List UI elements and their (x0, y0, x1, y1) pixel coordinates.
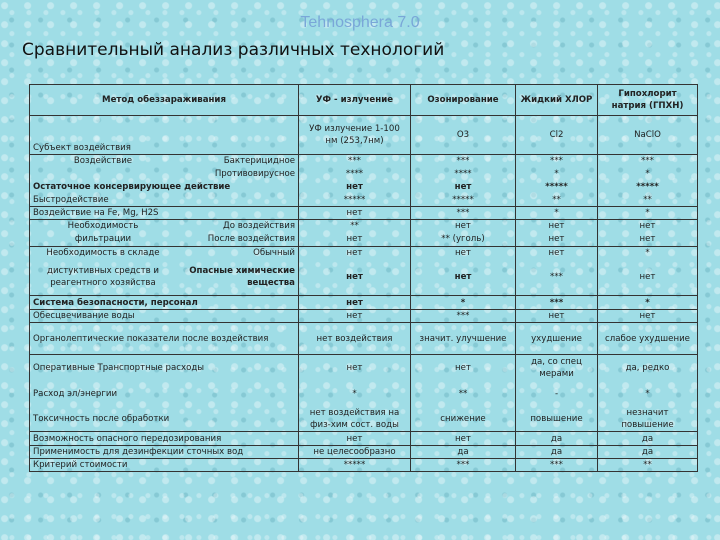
table-row (30, 247, 698, 260)
table-cell: да, со спец мерами (516, 355, 598, 381)
table-cell: нет (516, 310, 598, 323)
table-cell: значит. улучшение (411, 323, 516, 355)
table-cell: нет (598, 233, 698, 247)
table-row (30, 355, 698, 381)
slide-title: Сравнительный анализ различных технологий (22, 40, 445, 60)
table-cell: * (598, 381, 698, 407)
table-cell: ** (уголь) (411, 233, 516, 247)
table-cell: УФ излучение 1-100 нм (253,7нм) (299, 116, 411, 155)
table-cell: * (598, 207, 698, 220)
row-label (30, 207, 299, 220)
table-cell: ухудшение (516, 323, 598, 355)
table-cell: нет (299, 260, 411, 296)
header-uv: УФ - излучение (299, 85, 411, 116)
table-cell: O3 (411, 116, 516, 155)
row-sublabel: После воздействия (207, 234, 295, 245)
table-cell: нет (299, 233, 411, 247)
table-cell: ** (411, 381, 516, 407)
table-cell: * (598, 168, 698, 181)
header-hypochlorite: Гипохлорит натрия (ГПХН) (598, 85, 698, 116)
table-cell: нет (411, 181, 516, 194)
row-label-text: Быстродействие (33, 194, 109, 205)
row-group-label: фильтрации (74, 234, 132, 245)
table-cell: *** (411, 155, 516, 168)
table-cell: повышение (516, 407, 598, 432)
table-cell: ** (598, 459, 698, 472)
row-label-text: Субъект воздействия (33, 143, 131, 153)
table-row (30, 220, 698, 233)
row-group-label: Необходимость (67, 221, 139, 232)
table-cell: * (516, 207, 598, 220)
row-label-text: Токсичность после обработки (33, 413, 170, 424)
table-row (30, 194, 698, 207)
table-row (30, 260, 698, 296)
row-label (30, 260, 299, 296)
row-label-text: Критерий стоимости (33, 460, 128, 470)
table-cell: * (516, 168, 598, 181)
row-sublabel: Бактерицидное (223, 156, 295, 167)
table-cell: *** (516, 260, 598, 296)
row-label-text: Остаточное консервирующее действие (33, 182, 231, 192)
table-cell: нет (411, 260, 516, 296)
row-label (30, 296, 299, 310)
table-row (30, 446, 698, 459)
table-row (30, 181, 698, 194)
table-cell: ***** (411, 194, 516, 207)
table-row (30, 432, 698, 446)
row-label-text: Возможность опасного передозирования (33, 433, 222, 444)
table-cell: да, редко (598, 355, 698, 381)
table-cell: нет (411, 355, 516, 381)
table-cell: нет (299, 296, 411, 310)
row-label-text: Расход эл/энергии (33, 388, 118, 399)
table-cell: нет (299, 247, 411, 260)
row-label-text: Органолептические показатели после воздействия (33, 333, 269, 344)
row-group-label: дистуктивных средств и реагентного хозяйства (47, 266, 159, 289)
table-cell: * (299, 381, 411, 407)
row-label (30, 181, 299, 194)
table-row (30, 155, 698, 168)
table-cell: * (598, 296, 698, 310)
row-group-label: Необходимость в складе (46, 248, 160, 259)
row-label-text: Оперативные Транспортные расходы (33, 362, 205, 373)
row-label (30, 194, 299, 207)
table-cell: нет (299, 310, 411, 323)
table-cell: NaClO (598, 116, 698, 155)
table-cell: - (516, 381, 598, 407)
table-row (30, 207, 698, 220)
table-cell: снижение (411, 407, 516, 432)
table-cell: ***** (299, 194, 411, 207)
table-cell: нет (299, 432, 411, 446)
table-cell: нет (516, 247, 598, 260)
table-row (30, 296, 698, 310)
table-row (30, 116, 698, 155)
row-label (30, 432, 299, 446)
table-cell: *** (411, 459, 516, 472)
row-label (30, 116, 299, 155)
table-cell: нет (516, 233, 598, 247)
table-cell: нет (598, 220, 698, 233)
table-row (30, 168, 698, 181)
table-cell: * (598, 247, 698, 260)
table-cell: незначит повышение (598, 407, 698, 432)
table-cell: ***** (299, 459, 411, 472)
table-cell: не целесообразно (299, 446, 411, 459)
row-label-text: Воздействие на Fe, Mg, H2S (33, 208, 159, 218)
table-cell: ***** (598, 181, 698, 194)
table-cell: *** (598, 155, 698, 168)
table-cell: *** (411, 207, 516, 220)
row-sublabel: До воздействия (223, 221, 295, 232)
row-label-text: Применимость для дезинфекции сточных вод (33, 447, 244, 457)
table-cell: *** (516, 459, 598, 472)
table-cell: нет воздействия на физ-хим сост. воды (299, 407, 411, 432)
table-row (30, 310, 698, 323)
header-ozone: Озонирование (411, 85, 516, 116)
row-label-text: Система безопасности, персонал (33, 297, 198, 308)
table-row (30, 459, 698, 472)
table-cell: *** (516, 296, 598, 310)
table-cell: нет (411, 432, 516, 446)
comparison-table (29, 84, 698, 472)
row-label (30, 323, 299, 355)
table-cell: нет (411, 247, 516, 260)
table-cell: *** (411, 310, 516, 323)
table-cell: нет (598, 260, 698, 296)
table-cell: Cl2 (516, 116, 598, 155)
table-cell: ** (299, 220, 411, 233)
table-cell: да (516, 432, 598, 446)
table-cell: нет (299, 207, 411, 220)
row-label (30, 459, 299, 472)
row-label (30, 407, 299, 432)
table-cell: нет (411, 220, 516, 233)
table-row (30, 323, 698, 355)
row-label (30, 355, 299, 381)
table-cell: нет (299, 355, 411, 381)
table-cell: **** (411, 168, 516, 181)
table-row (30, 407, 698, 432)
brand-header: Tehnosphera 7.0 (300, 14, 420, 31)
table-cell: ** (598, 194, 698, 207)
table-header-row (30, 85, 698, 116)
row-sublabel: Обычный (253, 248, 295, 259)
row-group-label: Воздействие (73, 156, 133, 167)
table-cell: да (598, 432, 698, 446)
table-cell: нет (516, 220, 598, 233)
table-cell: да (411, 446, 516, 459)
table-cell: *** (516, 155, 598, 168)
table-cell: ** (516, 194, 598, 207)
row-label (30, 247, 299, 260)
table-cell: да (598, 446, 698, 459)
row-sublabel: Опасные химические вещества (189, 266, 295, 289)
table-row (30, 381, 698, 407)
row-label-text: Обесцвечивание воды (33, 311, 135, 321)
row-label (30, 155, 299, 168)
row-label (30, 233, 299, 247)
row-label (30, 220, 299, 233)
table-cell: **** (299, 168, 411, 181)
table-cell: да (516, 446, 598, 459)
row-label (30, 310, 299, 323)
table-cell: слабое ухудшение (598, 323, 698, 355)
table-cell: нет воздействия (299, 323, 411, 355)
header-chlorine: Жидкий ХЛОР (516, 85, 598, 116)
row-sublabel: Противовирусное (214, 169, 295, 179)
table-row (30, 233, 698, 247)
table-cell: * (411, 296, 516, 310)
row-label (30, 168, 299, 181)
row-label (30, 381, 299, 407)
table-cell: *** (299, 155, 411, 168)
table-cell: нет (598, 310, 698, 323)
row-label (30, 446, 299, 459)
header-method: Метод обеззараживания (30, 85, 299, 116)
table-cell: нет (299, 181, 411, 194)
table-cell: ***** (516, 181, 598, 194)
